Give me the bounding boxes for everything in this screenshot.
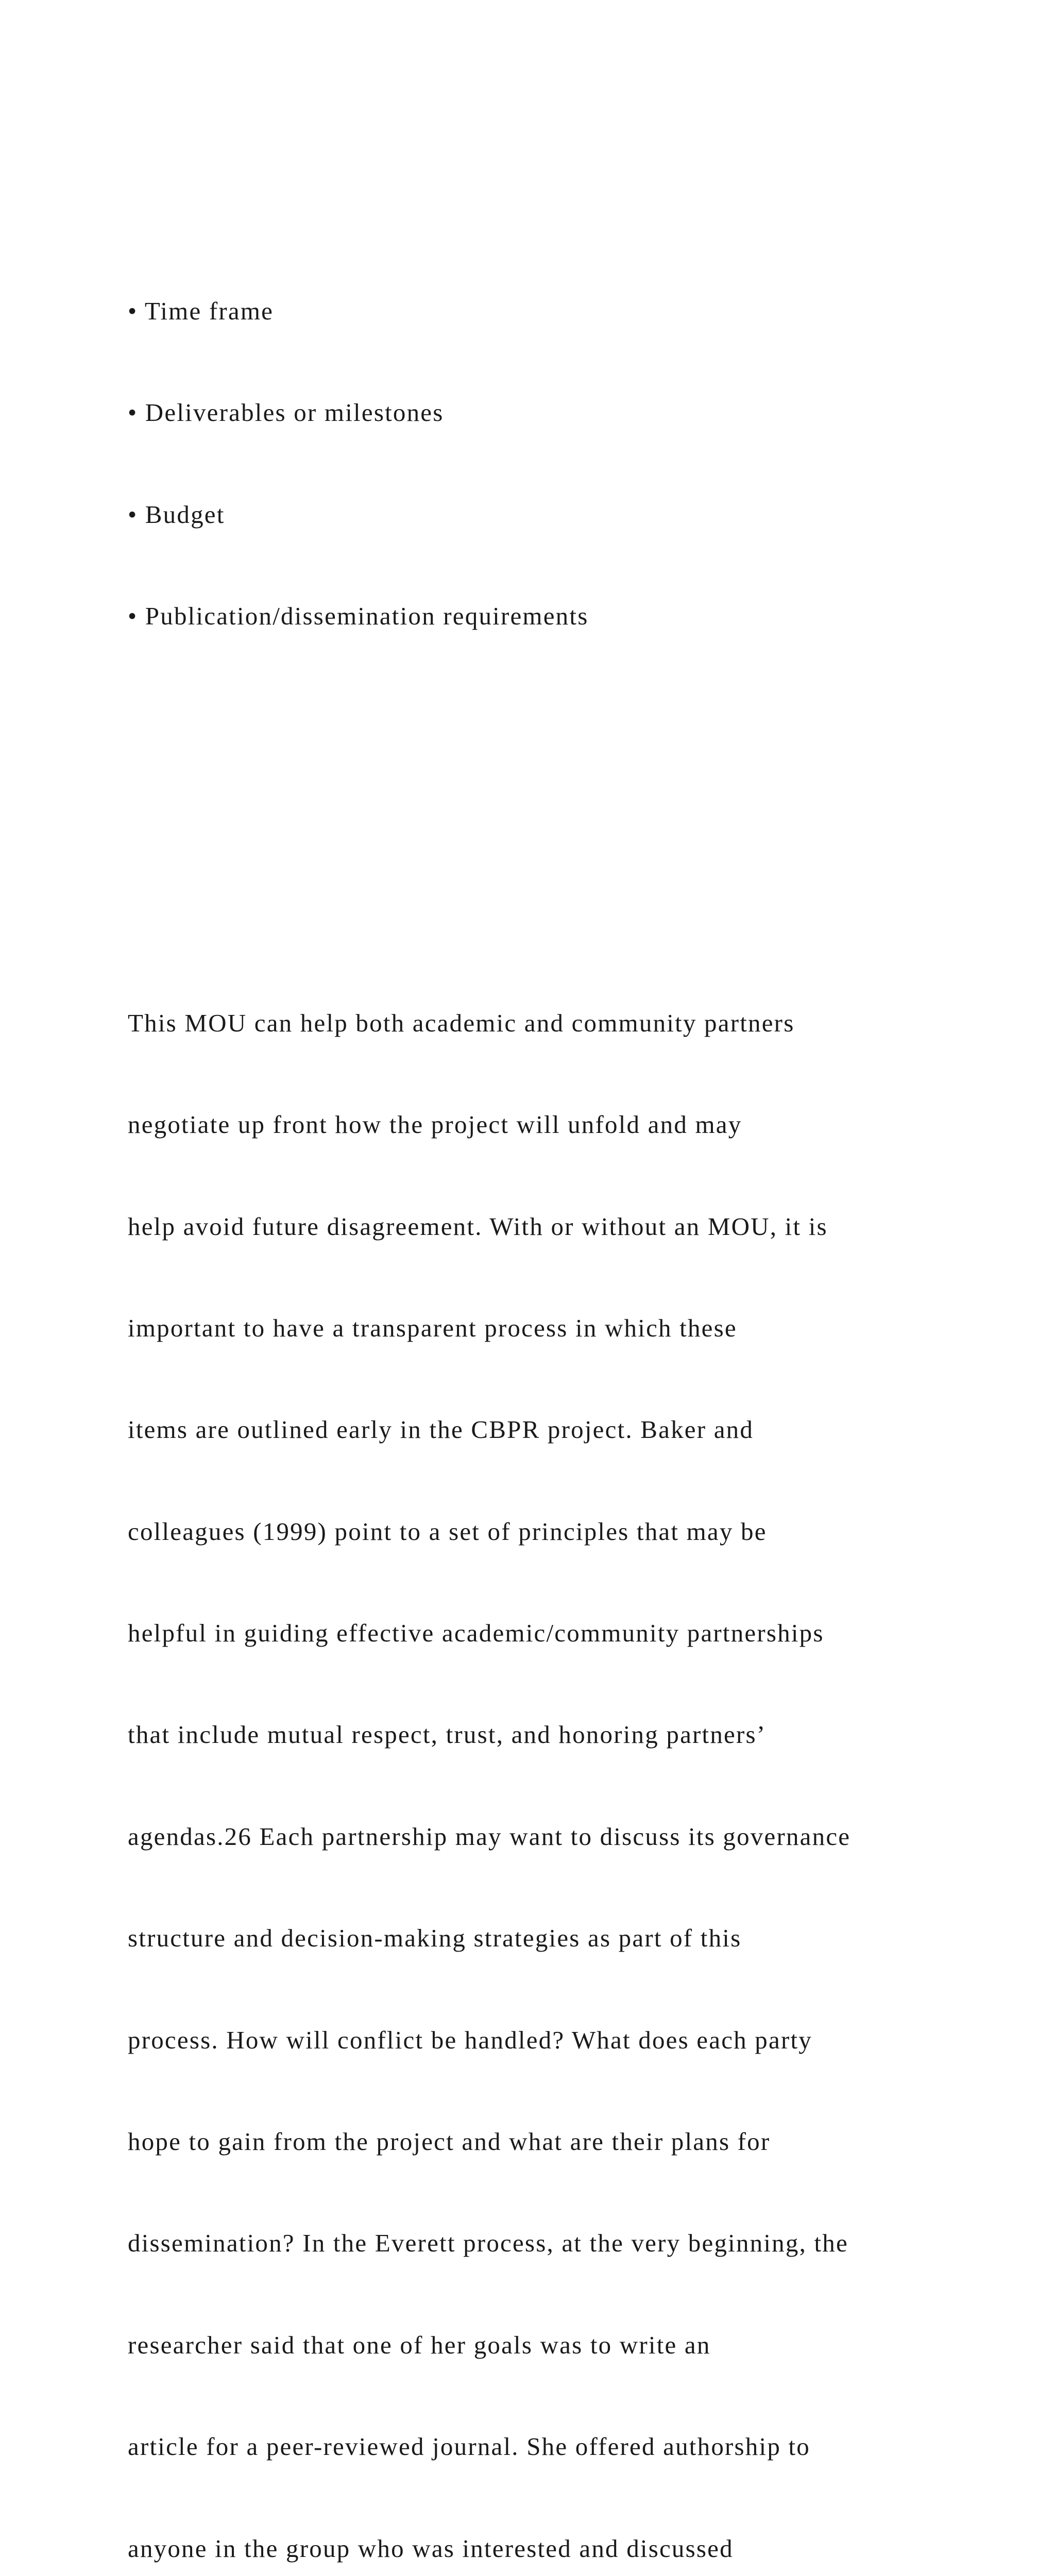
bullet-item: • Deliverables or milestones — [128, 398, 444, 427]
bullet-list — [128, 226, 1045, 701]
paragraph-spacer — [128, 803, 1045, 837]
text-line: colleagues (1999) point to a set of principles that may be — [128, 1517, 767, 1546]
bullet-item: • Publication/dissemination requirements — [128, 602, 589, 631]
text-line: negotiate up front how the project will unfold and may — [128, 1110, 742, 1139]
text-line: process. How will conflict be handled? What does each party — [128, 2025, 812, 2054]
bullet-item: • Budget — [128, 500, 225, 529]
text-line: structure and decision-making strategies as part of this — [128, 1924, 742, 1953]
text-line: anyone in the group who was interested and discussed — [128, 2534, 734, 2563]
paragraph-1 — [128, 938, 1045, 2576]
text-line: agendas.26 Each partnership may want to discuss its governance — [128, 1822, 851, 1851]
text-line: important to have a transparent process in which these — [128, 1313, 737, 1342]
document-body — [128, 125, 1045, 2576]
text-line: items are outlined early in the CBPR project. Baker and — [128, 1415, 754, 1444]
text-line: article for a peer-reviewed journal. She offered authorship to — [128, 2432, 810, 2461]
text-line: helpful in guiding effective academic/community partnerships — [128, 1619, 824, 1648]
bullet-item: • Time frame — [128, 296, 274, 325]
text-line: researcher said that one of her goals was to write an — [128, 2330, 711, 2359]
text-line: help avoid future disagreement. With or without an MOU, it is — [128, 1212, 828, 1241]
text-line: This MOU can help both academic and community partners — [128, 1008, 795, 1037]
text-line: hope to gain from the project and what are their plans for — [128, 2127, 771, 2156]
text-line: dissemination? In the Everett process, at the very beginning, the — [128, 2229, 848, 2258]
text-line: that include mutual respect, trust, and honoring partners’ — [128, 1720, 767, 1749]
